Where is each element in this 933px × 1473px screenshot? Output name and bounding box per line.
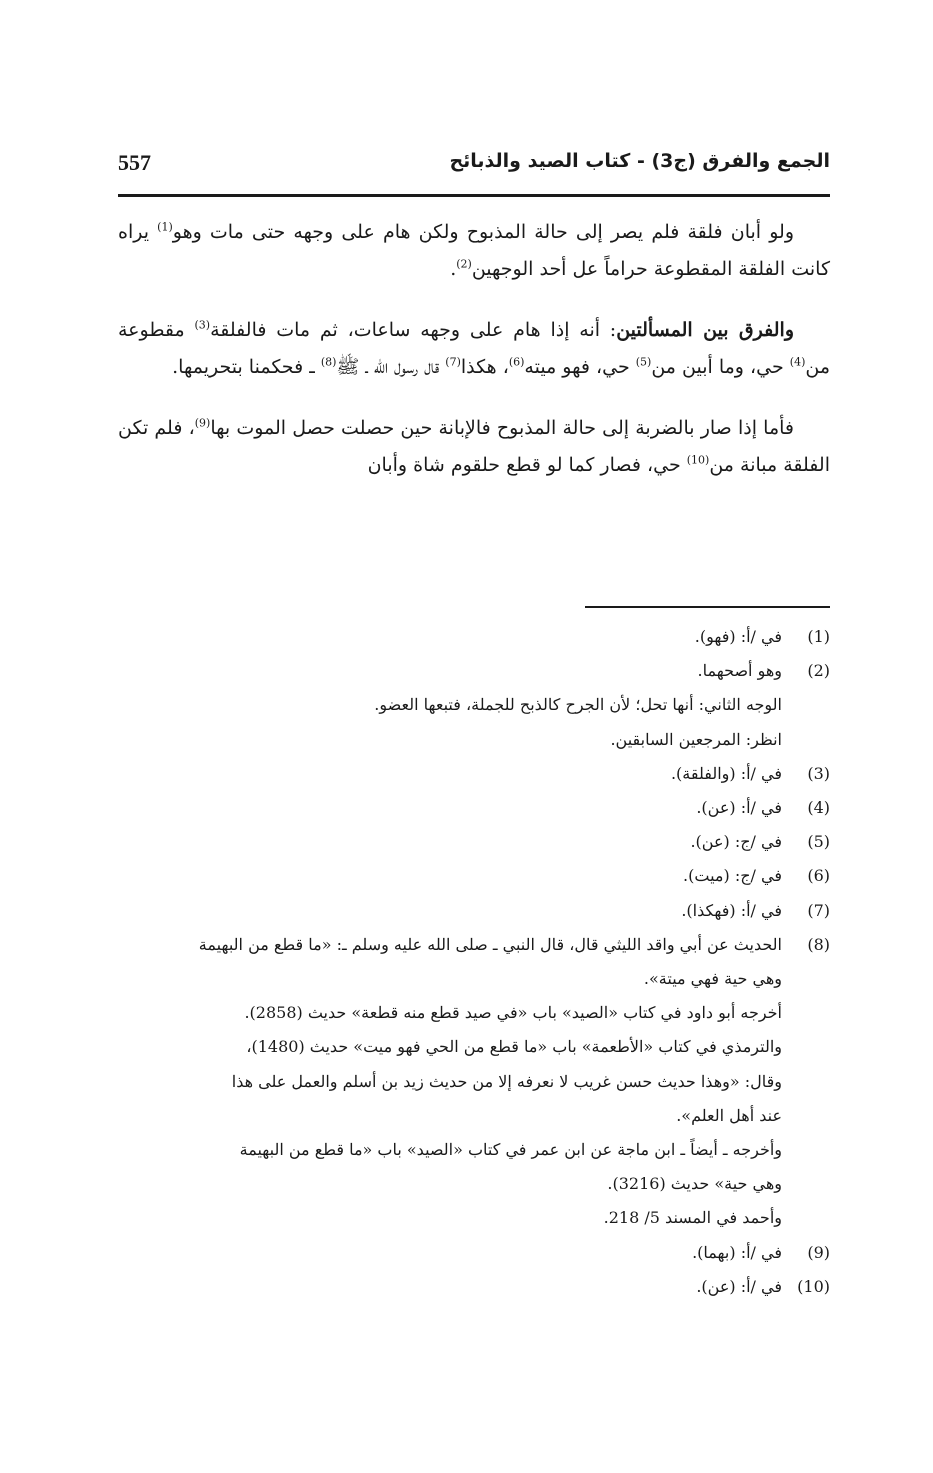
footnote-number: (5) <box>807 832 830 852</box>
footnote-line: وأخرجه ـ أيضاً ـ ابن ماجة عن ابن عمر في كتاب «الصيد» باب «ما قطع من البهيمة <box>239 1140 782 1160</box>
footnote-number: (4) <box>807 798 830 818</box>
footnote-body <box>118 620 782 654</box>
footnote-number: (10) <box>797 1276 830 1296</box>
page-number: 557 <box>118 150 151 175</box>
footnote <box>118 825 830 859</box>
footnote-line: وهي حية فهي ميتة». <box>643 969 782 989</box>
footnote-line: في /ج: (ميت). <box>683 866 782 886</box>
footnote-ref: (4) <box>789 355 806 369</box>
footnote-line: عند أهل العلم». <box>676 1105 782 1125</box>
footnote-separator <box>585 606 830 608</box>
footnote-ref: (5) <box>635 355 652 369</box>
footnote-number: (8) <box>807 934 830 954</box>
footnote-body <box>118 791 782 825</box>
footnote-body <box>118 825 782 859</box>
footnote-ref: (3) <box>194 318 211 332</box>
paragraph-2: والفرق بين المسألتين: أنه إذا هام على وجهه ساعات، ثم مات فالفلقة$^{(3)}$ مقطوعة من$^{(4)}$ حي، وما أبين من$^{(5)}$ حي، فهو ميته$^{(6)}$، هكذا$^{(7)}$ قال رسول الله ـ ﷺ$^{(8)}$ ـ فحكمنا بتحريمها. <box>118 318 830 378</box>
footnote-ref: (6) <box>508 355 525 369</box>
footnote <box>118 894 830 928</box>
footnote <box>118 620 830 654</box>
footnote <box>118 1270 830 1304</box>
footnote-line: وهو أصحهما. <box>697 661 782 681</box>
footnote <box>118 928 830 1236</box>
footnote-line: أخرجه أبو داود في كتاب «الصيد» باب «في صيد قطع منه قطعة» حديث (2858). <box>244 1003 782 1023</box>
footnote-line: في /ج: (عن). <box>690 832 782 852</box>
paragraph-3: فأما إذا صار بالضربة إلى حالة المذبوح فالإبانة حين حصلت حصل الموت بها$^{(9)}$، فلم تكن الفلقة مبانة من$^{(10)}$ حي، فصار كما لو قطع حلقوم شاة وأبان <box>118 416 830 476</box>
footnote-body <box>118 1270 782 1304</box>
footnote-body <box>118 894 782 928</box>
footnote-ref: (9) <box>194 416 211 430</box>
footnote-line: الحديث عن أبي واقد الليثي قال، قال النبي ـ صلى الله عليه وسلم ـ: «ما قطع من البهيمة <box>198 934 782 954</box>
running-header-title: الجمع والفرق (ج3) - كتاب الصيد والذبائح <box>449 150 830 172</box>
footnote-body <box>118 928 782 1236</box>
footnote-number: (6) <box>807 866 830 886</box>
footnote-body <box>118 1236 782 1270</box>
footnote-line: وقال: «وهذا حديث حسن غريب لا نعرفه إلا من حديث زيد بن أسلم والعمل على هذا <box>231 1071 782 1091</box>
footnote-ref: (10) <box>686 453 710 467</box>
footnote-body <box>118 757 782 791</box>
footnote-line: في /أ: (بهما). <box>692 1242 782 1262</box>
footnote-body <box>118 859 782 893</box>
footnote <box>118 757 830 791</box>
footnote-ref: (2) <box>456 257 472 271</box>
paragraph-lead: والفرق بين المسألتين <box>616 319 794 341</box>
footnote <box>118 859 830 893</box>
footnotes <box>118 620 830 1304</box>
footnote-line: في /أ: (عن). <box>696 798 782 818</box>
footnote-body <box>118 654 782 757</box>
footnote-number: (2) <box>807 661 830 681</box>
footnote-line: وهي حية» حديث (3216). <box>607 1174 782 1194</box>
footnote-number: (3) <box>807 763 830 783</box>
footnote-line: الوجه الثاني: أنها تحل؛ لأن الجرح كالذبح للجملة، فتبعها العضو. <box>374 695 782 715</box>
footnote-number: (7) <box>807 900 830 920</box>
footnote <box>118 791 830 825</box>
footnote-line: في /أ: (فهكذا). <box>681 900 782 920</box>
footnote-line: في /أ: (عن). <box>696 1276 782 1296</box>
footnote <box>118 654 830 757</box>
footnote-line: والترمذي في كتاب «الأطعمة» باب «ما قطع من الحي فهو ميت» حديث (1480)، <box>246 1037 782 1057</box>
footnote-line: وأحمد في المسند 5/ 218. <box>603 1208 782 1228</box>
running-header <box>118 150 830 186</box>
main-text <box>118 214 830 508</box>
footnote-line: في /أ: (فهو). <box>694 627 782 646</box>
footnote <box>118 1236 830 1270</box>
footnote-ref: (1) <box>157 220 173 234</box>
footnote-number: (9) <box>807 1242 830 1262</box>
footnote-number: (1) <box>807 627 830 646</box>
footnote-line: في /أ: (والفلقة). <box>670 763 782 783</box>
footnote-line: انظر: المرجعين السابقين. <box>610 729 782 749</box>
footnote-ref: (7) <box>445 355 461 369</box>
header-rule <box>118 194 830 197</box>
footnote-ref: (8) <box>320 355 337 369</box>
paragraph-1: ولو أبان فلقة فلم يصر إلى حالة المذبوح ولكن هام على وجهه حتى مات وهو$^{(1)}$ يراه كانت الفلقة المقطوعة حراماً عل أحد الوجهين$^{(2)}$. <box>118 220 830 280</box>
